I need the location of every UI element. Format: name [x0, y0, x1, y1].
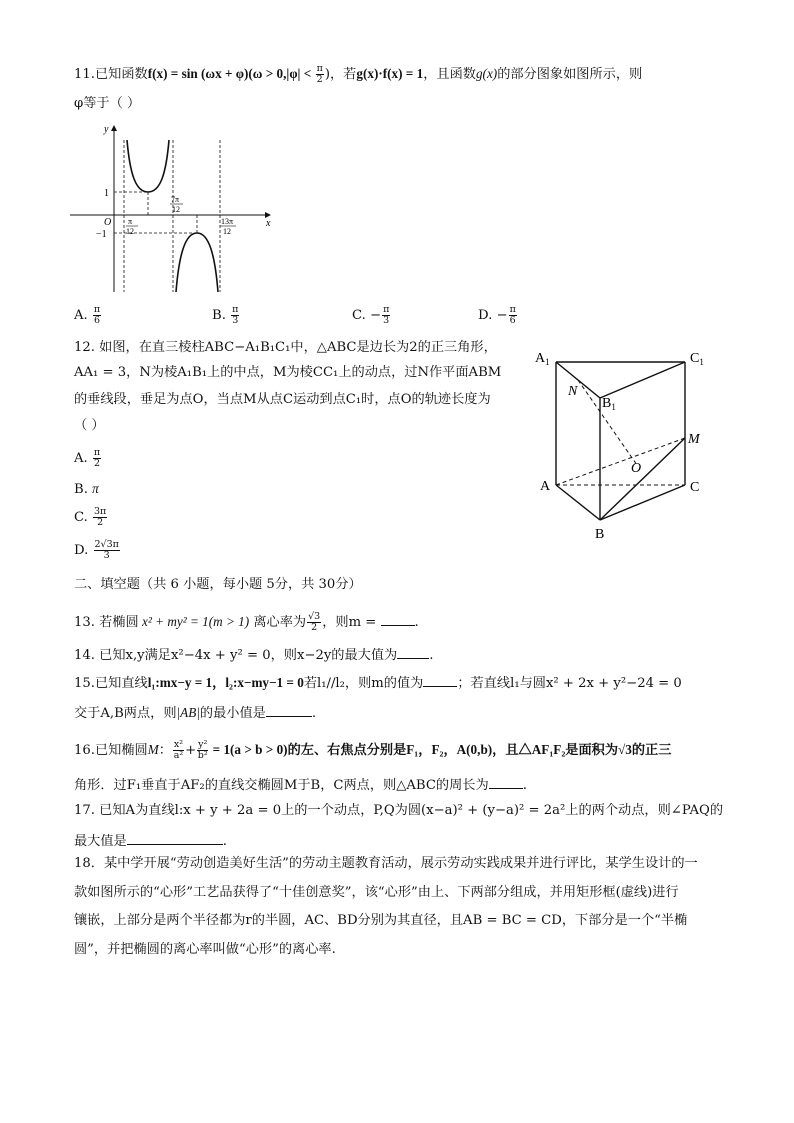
graph-y-label: y [104, 124, 109, 135]
graph-tick-a-den: 12 [126, 227, 134, 236]
q12-option-d[interactable]: D. $\frac{2√3\pi}{3}$ [74, 539, 119, 561]
q11-line1: 11.已知函数f(x) = sin (ωx + φ)(ω > 0,|φ| < $\frac{\pi}{2}$ )，若g(x)·f(x) = 1，且函数g(x)的部分图象如图所示，则 [74, 63, 643, 85]
q15-answer-blank-2[interactable] [266, 703, 312, 717]
q12-line4: （ ） [74, 418, 105, 433]
label-C: C [690, 480, 700, 495]
q17-line2: 最大值是 . [74, 831, 227, 851]
q11-option-a[interactable]: A. $\frac{\pi}{6}$ [74, 304, 101, 326]
q11-option-c[interactable]: C. − $\frac{\pi}{3}$ [352, 304, 390, 326]
q15-line2: 交于A,B两点，则|AB|的最小值是 . [74, 705, 317, 721]
label-M: M [688, 432, 700, 447]
q11-line2: φ等于（ ） [74, 96, 141, 111]
q12-line1: 12. 如图，在直三棱柱ABC−A₁B₁C₁中，△ABC是边长为2的正三角形， [74, 340, 497, 355]
label-O: O [631, 461, 642, 476]
q15-answer-blank-1[interactable] [423, 673, 457, 687]
graph-ym1-label: −1 [96, 229, 107, 240]
label-C1: $C_1$ [690, 351, 704, 367]
graph-tick-c-num: 13π [221, 217, 234, 226]
graph-tick-a-num: π [128, 217, 133, 226]
q14-answer-blank[interactable] [397, 645, 429, 659]
label-N: N [568, 384, 578, 399]
graph-origin: O [104, 217, 112, 228]
q12-line3: 的垂线段，垂足为点O，当点M从点C运动到点C₁时，点O的轨迹长度为 [74, 392, 491, 407]
q18-line1: 18．某中学开展“劳动创造美好生活”的劳动主题教育活动，展示劳动实践成果并进行评比，某学生设计的一 [74, 856, 698, 871]
label-B1: $B_1$ [602, 396, 616, 412]
label-A: A [540, 479, 551, 494]
q18-line2: 款如图所示的“心形”工艺品获得了“十佳创意奖”，该“心形”由上、下两部分组成，并用矩形框(虚线)进行 [74, 885, 679, 900]
q11-option-d[interactable]: D. − $\frac{\pi}{6}$ [478, 304, 516, 326]
q12-option-b[interactable]: B. π [74, 481, 99, 497]
q12-option-a[interactable]: A. $\frac{\pi}{2}$ [74, 447, 101, 469]
q12-option-c[interactable]: C. $\frac{3\pi}{2}$ [74, 506, 107, 528]
graph-tick-b-num: 7π [171, 195, 180, 204]
q18-line4: 圆”，并把椭圆的离心率叫做“心形”的离心率. [74, 942, 336, 957]
q16-line1: 16.已知椭圆M： $\frac{\text{x²}}{\text{a²}}$ + $\frac{\text{y²}}{\text{b²}}$ = 1(a > b > 0)的左、右焦点分别是F₁，F₂，A(0,b)，且△AF₁F₂是面积为√3的正三 [74, 739, 672, 761]
q17-line1: 17. 已知A为直线l:x + y + 2a = 0上的一个动点，P,Q为圆(x−a)² + (y−a)² = 2a²上的两个动点，则∠PAQ的 [74, 803, 724, 818]
q11-function-graph [70, 120, 280, 296]
label-A1: $A_1$ [535, 351, 550, 367]
q13: 13. 若椭圆 x² + my² = 1(m > 1) 离心率为 $\frac{√3}{2}$ ，则m = . [74, 611, 419, 633]
graph-y1-label: 1 [104, 188, 109, 199]
section2-heading: 二、填空题（共 6 小题，每小题 5分，共 30分） [74, 577, 362, 592]
q15-line1: 15.已知直线l₁:mx−y = 1，l₂:x−my−1 = 0若l₁//l₂，则m的值为 ；若直线l₁与圆x² + 2x + y²−24 = 0 [74, 675, 682, 691]
q14: 14. 已知x,y满足x²−4x + y² = 0，则x−2y的最大值为 . [74, 645, 433, 665]
q12-line2: AA₁ = 3，N为棱A₁B₁上的中点，M为棱CC₁上的动点，过N作平面ABM [74, 365, 502, 380]
q17-answer-blank[interactable] [127, 831, 223, 845]
q16-line2: 角形．过F₁垂直于AF₂的直线交椭圆M于B，C两点，则△ABC的周长为 . [74, 775, 527, 795]
q16-answer-blank[interactable] [489, 775, 523, 789]
graph-x-label: x [266, 218, 271, 229]
q11-option-b[interactable]: B. $\frac{\pi}{3}$ [212, 304, 239, 326]
q18-line3: 镶嵌，上部分是两个半径都为r的半圆，AC、BD分别为其直径，且AB = BC = CD，下部分是一个“半椭 [74, 913, 688, 928]
q13-answer-blank[interactable] [381, 612, 415, 626]
q12-prism-figure [530, 340, 730, 545]
graph-tick-c-den: 12 [223, 227, 231, 236]
label-B: B [595, 527, 605, 542]
graph-tick-b-den: 12 [172, 205, 180, 214]
